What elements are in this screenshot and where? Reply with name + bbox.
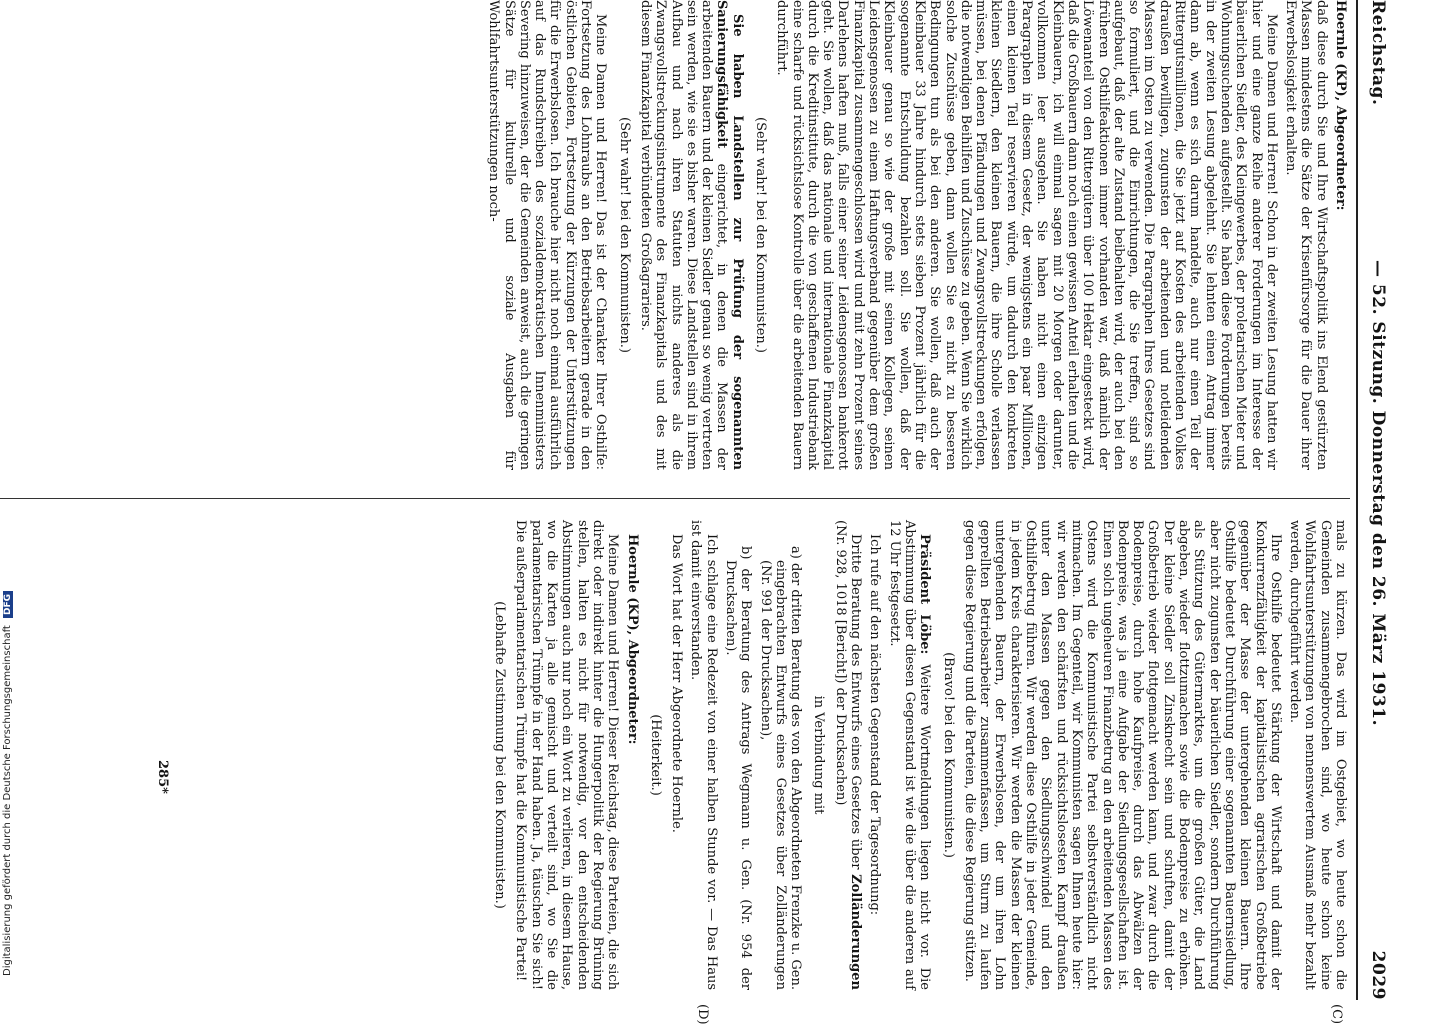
paragraph: daß diese durch Sie und Ihre Wirtschaftspolitik ins Elend gestürzten Massen mindestens die Sätze der Krisenfürsorge für die Dauer ihrer Erwerbslosigkeit erhalten. xyxy=(1283,0,1329,470)
digitization-credit xyxy=(2,0,16,976)
printer-signature: 285* xyxy=(155,760,170,794)
interjection: (Lebhafte Zustimmung bei den Kommunisten.) xyxy=(492,601,508,909)
paragraph: Meine Damen und Herren! Das ist der Charakter Ihrer Osthilfe: Fortsetzung des Lohnraubs an den Betriebsarbeitern gerade in den östlichen Gebieten, Fortsetzung der Kürzungen der Unterstützungen für die Erwerbslosen. Ich brauche hier nicht noch einmal ausführlich auf das Rundschreiben des sozialdemokratischen Innenministers Severing hinzuweisen, der die Gemeinden anweist, auch die geringen Sätze für kulturelle und soziale Ausgaben für Wohlfahrtsunterstützungen noch- xyxy=(486,0,609,470)
president-name: Präsident Löbe: xyxy=(917,534,933,655)
interjection: (Bravo! bei den Kommunisten.) xyxy=(940,652,956,858)
speaker-name: Hoernle (KP), Abgeordneter: xyxy=(1333,0,1348,211)
page-number: 2029 xyxy=(1368,950,1388,1000)
header-title: — 52. Sitzung. Donnerstag den 26. März 1931. xyxy=(1368,260,1388,726)
paragraph: eingerichtet, in denen die Massen der arbeitenden Bauern und der kleinen Siedler genau so wenig vertreten sein werden, wie sie es bisher waren. Diese Landstellen sind in ihrem Aufbau und nach ihren Statuten nichts anderes als die Zwangsvollstreckungsinstrumente des Finanzkapitals und des mit diesem Finanzkapital verbündeten Großagrariers. xyxy=(637,0,730,470)
interjection: (Heiterkeit.) xyxy=(647,714,663,796)
header-rule xyxy=(1356,0,1358,1000)
dfg-logo-icon: DFG xyxy=(3,591,13,618)
column-divider xyxy=(0,498,1350,499)
margin-mark-d: (D) xyxy=(695,1004,710,1025)
interjection: (Sehr wahr! bei den Kommunisten.) xyxy=(616,117,632,353)
paragraph: Ich schlage eine Redezeit von einer halben Stunde vor. — Das Haus ist damit einverstanden. xyxy=(688,520,719,990)
speaker-name: Hoernle (KP), Abgeordneter: xyxy=(624,534,640,745)
paragraph: Weitere Wortmeldungen liegen nicht vor. Die Abstimmung über diesen Gegenstand ist wie die über die anderen auf 12 Uhr festgesetzt. xyxy=(886,520,933,990)
paragraph: mals zu kürzen. Das wird im Ostgebiet, wo heute schon die Gemeinden zusammengebrochen sind, wo heute schon keine Wohlfahrtsunterstützungen von nennenswertem Ausmaß mehr bezahlt werden, durchgeführt werden. xyxy=(1287,520,1348,990)
left-column xyxy=(482,0,1348,470)
page-header xyxy=(1358,0,1388,1000)
list-item: a) der dritten Beratung des von den Abgeordneten Frenzke u. Gen. eingebrachten Entwurfs eines Gesetzes über Zolländerungen (Nr. 991 der Drucksachen), xyxy=(757,546,804,990)
right-column xyxy=(484,520,1348,990)
paragraph: Ich rufe auf den nächsten Gegenstand der Tagesordnung: xyxy=(867,534,883,916)
paragraph: Meine Damen und Herren! Dieser Reichstag, diese Parteien, die sich direkt oder indirekt hinter die Hungerpolitik der Regierung Brüning stellen, halten es nicht für notwendig, vor den entscheidenden Abstimmungen auch nur noch ein Wort zu verlieren, in diesem Hause, wo die Karten ja alle gemischt und verteilt sind, wo Sie die parlamentarischen Trümpfe in der Hand haben. Ja, täuschen Sie sich! Die außerparlamentarischen Trümpfe hat die Kommunistische Partei! xyxy=(513,520,621,990)
paragraph: Dritte Beratung des Entwurfs eines Gesetzes über xyxy=(848,534,864,870)
paragraph: Meine Damen und Herren! Schon in der zweiten Lesung hatten wir hier und eine ganze Reihe anderer Forderungen im Interesse der bäuerlichen Siedler, des Kleingewerbes, der proletarischen Mieter und Wohnungsuchenden aufgestellt. Sie haben diese Forderungen bereits in der zweiten Lesung abgelehnt. Sie lehnten einen Antrag immer dann ab, wenn es sich darum handelte, auch nur einen Teil der Rittergutsmillionen, die Sie jetzt auf Kosten des arbeitenden Volkes draußen bewilligen, zugunsten der arbeitenden und notleidenden Massen im Osten zu verwenden. Die Paragraphen Ihres Gesetzes sind so formuliert, und die Einrichtungen, die Sie treffen, sind so aufgebaut, daß der alte Zustand beibehalten wird, der auch bei den früheren Osthilfeaktionen immer vorhanden war, daß nämlich der Löwenanteil von den Rittergütern über 100 Hektar eingesteckt wird, daß die Großbauern dann noch einen gewissen Anteil erhalten und die Kleinbauern, ich will einmal sagen mit 20 Morgen oder darunter, vollkommen leer ausgehen. Sie haben nicht einen einzigen Paragraphen in diesem Gesetz, der wenigstens ein paar Millionen, einen kleinen Teil reservieren würde, um dadurch den konkreten kleinen Siedlern, den kleinen Bauern, die ihre Scholle verlassen müssen, bei denen Pfändungen und Zwangsvollstreckungen erfolgen, die notwendigen Beihilfen und Zuschüsse zu geben. Wenn Sie wirklich solche Zuschüsse geben, dann wollen Sie es nicht zu besseren Bedingungen tun als bei den anderen. Sie wollen, daß auch der Kleinbauer 33 Jahre hindurch stets sieben Prozent jährlich für die sogenannte Entschuldung bezahlen soll. Sie wollen, daß der Kleinbauer genau so wie der große mit seinen Kollegen, seinen Leidensgenossen zu einem Haftungsverband gegenüber dem großen Finanzkapital zusammengeschlossen wird und mit zehn Prozent seines Darlehens haften muß, falls einer seiner Leidensgenossen bankerott geht. Sie wollen, daß das nationale und internationale Finanzkapital durch die Kreditinstitute, durch die von geschaffenen Industriebank eine scharfe und rücksichtslose Kontrolle über die arbeitenden Bauern durchführt. xyxy=(774,0,1279,470)
list-item: b) der Beratung des Antrags Wegmann u. Gen. (Nr. 954 der Drucksachen). xyxy=(723,546,754,990)
digitization-credit-text: Digitalisierung gefördert durch die Deutsche Forschungsgemeinschaft xyxy=(2,625,13,976)
paragraph: Ihre Osthilfe bedeutet Stärkung der Wirtschaft und damit der Konkurrenzfähigkeit der kapitalistischen agrarischen Großbetriebe gegenüber der Masse der untergehenden kleinen Bauern. Ihre Osthilfe bedeutet Durchführung einer sogenannten Bauernsiedlung, aber nicht zugunsten der bäuerlichen Siedler, sondern Durchführung als Stützung des Gütermarktes, um die großen Güter, die Land abgeben, wieder flottzumachen sowie die Bodenpreise zu erhöhen. Der kleine Siedler soll Zinsknecht sein und schuften, damit der Großbetrieb wieder flottgemacht werden kann, und zwar durch die Bodenpreise, durch hohe Kaufpreise, durch das Abwälzen der Bodenpreise, was ja eine Aufgabe der Siedlungsgesellschaften ist. Einen solch ungeheuren Finanzbetrug an den arbeitenden Massen des Ostens wird die Kommunistische Partei selbstverständlich nicht mitmachen. Im Gegenteil, wir Kommunisten sagen Ihnen heute hier: wir werden den schärfsten und rücksichtslosesten Kampf draußen unter den Massen gegen den Siedlungsschwindel und den Osthilfebetrug führen. Wir werden diese Osthilfe in jeder Gemeinde, in jedem Kreis charakterisieren. Wir werden die Massen der kleinen untergehenden Bauern, der Erwerbslosen, der um ihren Lohn geprellten Betriebsarbeiter zusammenfassen, um Sturm zu laufen gegen diese Regierung und die Parteien, die diese Regierung stützen. xyxy=(961,520,1283,990)
paragraph: (Nr. 928, 1018 [Bericht]) der Drucksachen) xyxy=(832,520,848,806)
paragraph: in Verbindung mit xyxy=(811,695,827,815)
interjection: (Sehr wahr! bei den Kommunisten.) xyxy=(753,117,769,353)
margin-mark-c: (C) xyxy=(1329,1004,1344,1025)
header-label: Reichstag. xyxy=(1368,0,1388,106)
emphasis-text: Zolländerungen xyxy=(848,874,864,990)
paragraph: Das Wort hat der Herr Abgeordnete Hoernle. xyxy=(669,534,685,833)
emphasis-text: Sie haben Landstellen zur Prüfung der sogenannten Sanierungsfähigkeit xyxy=(714,0,745,470)
